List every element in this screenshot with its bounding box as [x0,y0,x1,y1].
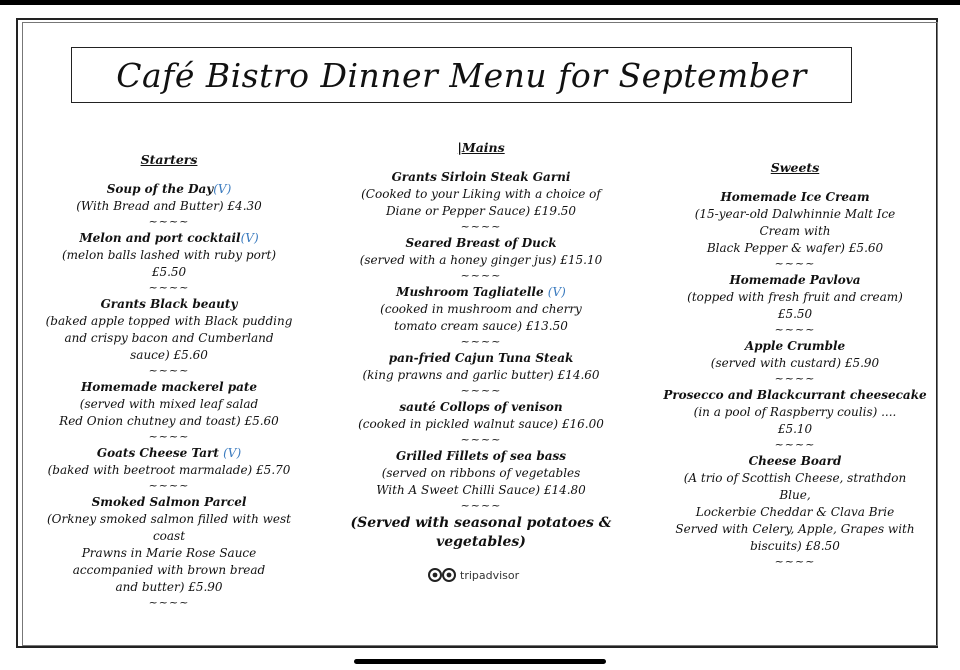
dish-description-line: coast [152,529,186,543]
separator-tilde: ~~~~ [774,438,816,451]
separator-tilde: ~~~~ [148,364,190,377]
starters-list [24,181,314,608]
dish-name [24,445,314,462]
dish-description-line: Black Pepper & wafer) £5.60 [706,241,884,255]
dish-name-text: Homemade Pavlova [729,273,861,287]
mains-item [340,169,622,232]
dish-name-text: Grants Black beauty [100,297,238,311]
separator-tilde: ~~~~ [460,220,502,233]
mains-column [340,140,622,552]
sweets-item [660,272,930,335]
separator-tilde: ~~~~ [148,596,190,609]
dish-description-line: (baked with beetroot marmalade) £5.70 [47,463,291,477]
dish-name-text: Prosecco and Blackcurrant cheesecake [663,388,927,402]
dish-name [24,494,314,511]
dish-name [660,189,930,206]
dish-description-line: (served with mixed leaf salad [79,397,259,411]
separator-tilde: ~~~~ [774,257,816,270]
dish-description-line: (Cooked to your Liking with a choice of [361,187,601,201]
menu-title: Café Bistro Dinner Menu for September [71,47,852,103]
sweets-item [660,189,930,269]
dish-name-text: Grilled Fillets of sea bass [395,449,567,463]
dish-description-line: Prawns in Marie Rose Sauce [81,546,257,560]
dish-name [660,387,930,404]
separator-tilde: ~~~~ [774,555,816,568]
dish-name [24,379,314,396]
separator-tilde: ~~~~ [460,269,502,282]
dish-name-text: Seared Breast of Duck [405,236,557,250]
dish-description-line: Lockerbie Cheddar & Clava Brie [695,505,895,519]
vegetarian-badge: (V) [213,182,232,196]
mains-item [340,399,622,445]
dish-description-line: (With Bread and Butter) £4.30 [76,199,262,213]
sweets-heading: Sweets [770,160,820,175]
starters-column [24,152,314,611]
dish-name [660,272,930,289]
starters-item [24,230,314,293]
starters-item [24,379,314,442]
dish-name [24,296,314,313]
dish-description-line: Cream with [759,224,831,238]
starters-heading: Starters [140,152,198,167]
separator-tilde: ~~~~ [460,335,502,348]
separator-tilde: ~~~~ [460,433,502,446]
dish-name [340,350,622,367]
home-indicator-bar [354,659,606,664]
dish-name [340,448,622,465]
dish-description-line: biscuits) £8.50 [750,539,840,553]
dish-description-line: Diane or Pepper Sauce) £19.50 [385,204,577,218]
dish-description-line: and butter) £5.90 [115,580,223,594]
dish-description-line: (served on ribbons of vegetables [381,466,581,480]
dish-name-text: Cheese Board [748,454,842,468]
dish-description-line: sauce) £5.60 [130,348,208,362]
dish-description-line: £5.50 [777,307,813,321]
dish-description-line: tomato cream sauce) £13.50 [394,319,568,333]
owl-eyes-icon [427,568,457,582]
dish-name-text: Grants Sirloin Steak Garni [391,170,571,184]
dish-description-line: Blue, [779,488,811,502]
dish-description-line: With A Sweet Chilli Sauce) £14.80 [376,483,586,497]
sweets-item [660,453,930,567]
vegetarian-badge: (V) [240,231,259,245]
separator-tilde: ~~~~ [148,215,190,228]
tripadvisor-wordmark: tripadvisor [460,568,520,582]
dish-name-text: Mushroom Tagliatelle [396,285,548,299]
separator-tilde: ~~~~ [774,372,816,385]
dish-description-line: Red Onion chutney and toast) £5.60 [59,414,279,428]
dish-name-text: pan-fried Cajun Tuna Steak [388,351,574,365]
dish-description-line: £5.50 [151,265,187,279]
mains-served-note: (Served with seasonal potatoes & vegetables) [350,515,612,550]
starters-item [24,494,314,608]
dish-name-text: Goats Cheese Tart [96,446,224,460]
mains-item [340,350,622,396]
dish-description-line: (topped with fresh fruit and cream) [687,290,903,304]
dish-description-line: (baked apple topped with Black pudding [45,314,293,328]
dish-name-text: Soup of the Day [106,182,214,196]
starters-item [24,445,314,491]
sweets-list [660,189,930,567]
separator-tilde: ~~~~ [148,479,190,492]
dish-name [660,338,930,355]
separator-tilde: ~~~~ [148,430,190,443]
dish-name [340,399,622,416]
dish-description-line: accompanied with brown bread [72,563,266,577]
dish-description-line: (melon balls lashed with ruby port) [61,248,277,262]
dish-name-text: Apple Crumble [744,339,846,353]
dish-description-line: and crispy bacon and Cumberland [64,331,274,345]
dish-name [340,169,622,186]
mains-item [340,235,622,281]
starters-item [24,296,314,376]
dish-description-line: (served with a honey ginger jus) £15.10 [359,253,603,267]
dish-name-text: Homemade mackerel pate [80,380,258,394]
sweets-item [660,338,930,384]
dish-description-line: (cooked in pickled walnut sauce) £16.00 [358,417,604,431]
dish-description-line: (Orkney smoked salmon filled with west [47,512,291,526]
sweets-item [660,387,930,450]
dish-name-text: sauté Collops of venison [399,400,563,414]
dish-name [340,235,622,252]
dish-description-line: (15-year-old Dalwhinnie Malt Ice [694,207,896,221]
mains-list [340,169,622,511]
sweets-column [660,160,930,570]
dish-name-text: Homemade Ice Cream [720,190,870,204]
separator-tilde: ~~~~ [460,499,502,512]
vegetarian-badge: (V) [547,285,566,299]
dish-name-text: Smoked Salmon Parcel [91,495,247,509]
starters-item [24,181,314,227]
dish-description-line: (cooked in mushroom and cherry [380,302,582,316]
separator-tilde: ~~~~ [148,281,190,294]
dish-description-line: £5.10 [777,422,813,436]
dish-description-line: Served with Celery, Apple, Grapes with [675,522,915,536]
dish-description-line: (A trio of Scottish Cheese, strathdon [683,471,907,485]
top-edge-bar [0,0,960,5]
dish-description-line: (in a pool of Raspberry coulis) .... [693,405,897,419]
dish-name [340,284,622,301]
dish-description-line: (king prawns and garlic butter) £14.60 [362,368,600,382]
mains-item [340,284,622,347]
dish-name [660,453,930,470]
mains-item [340,448,622,511]
vegetarian-badge: (V) [223,446,242,460]
mains-heading: |Mains [457,140,505,155]
separator-tilde: ~~~~ [460,384,502,397]
dish-name [24,230,314,247]
separator-tilde: ~~~~ [774,323,816,336]
dish-name-text: Melon and port cocktail [79,231,241,245]
tripadvisor-logo [427,568,519,582]
dish-description-line: (served with custard) £5.90 [710,356,880,370]
dish-name [24,181,314,198]
